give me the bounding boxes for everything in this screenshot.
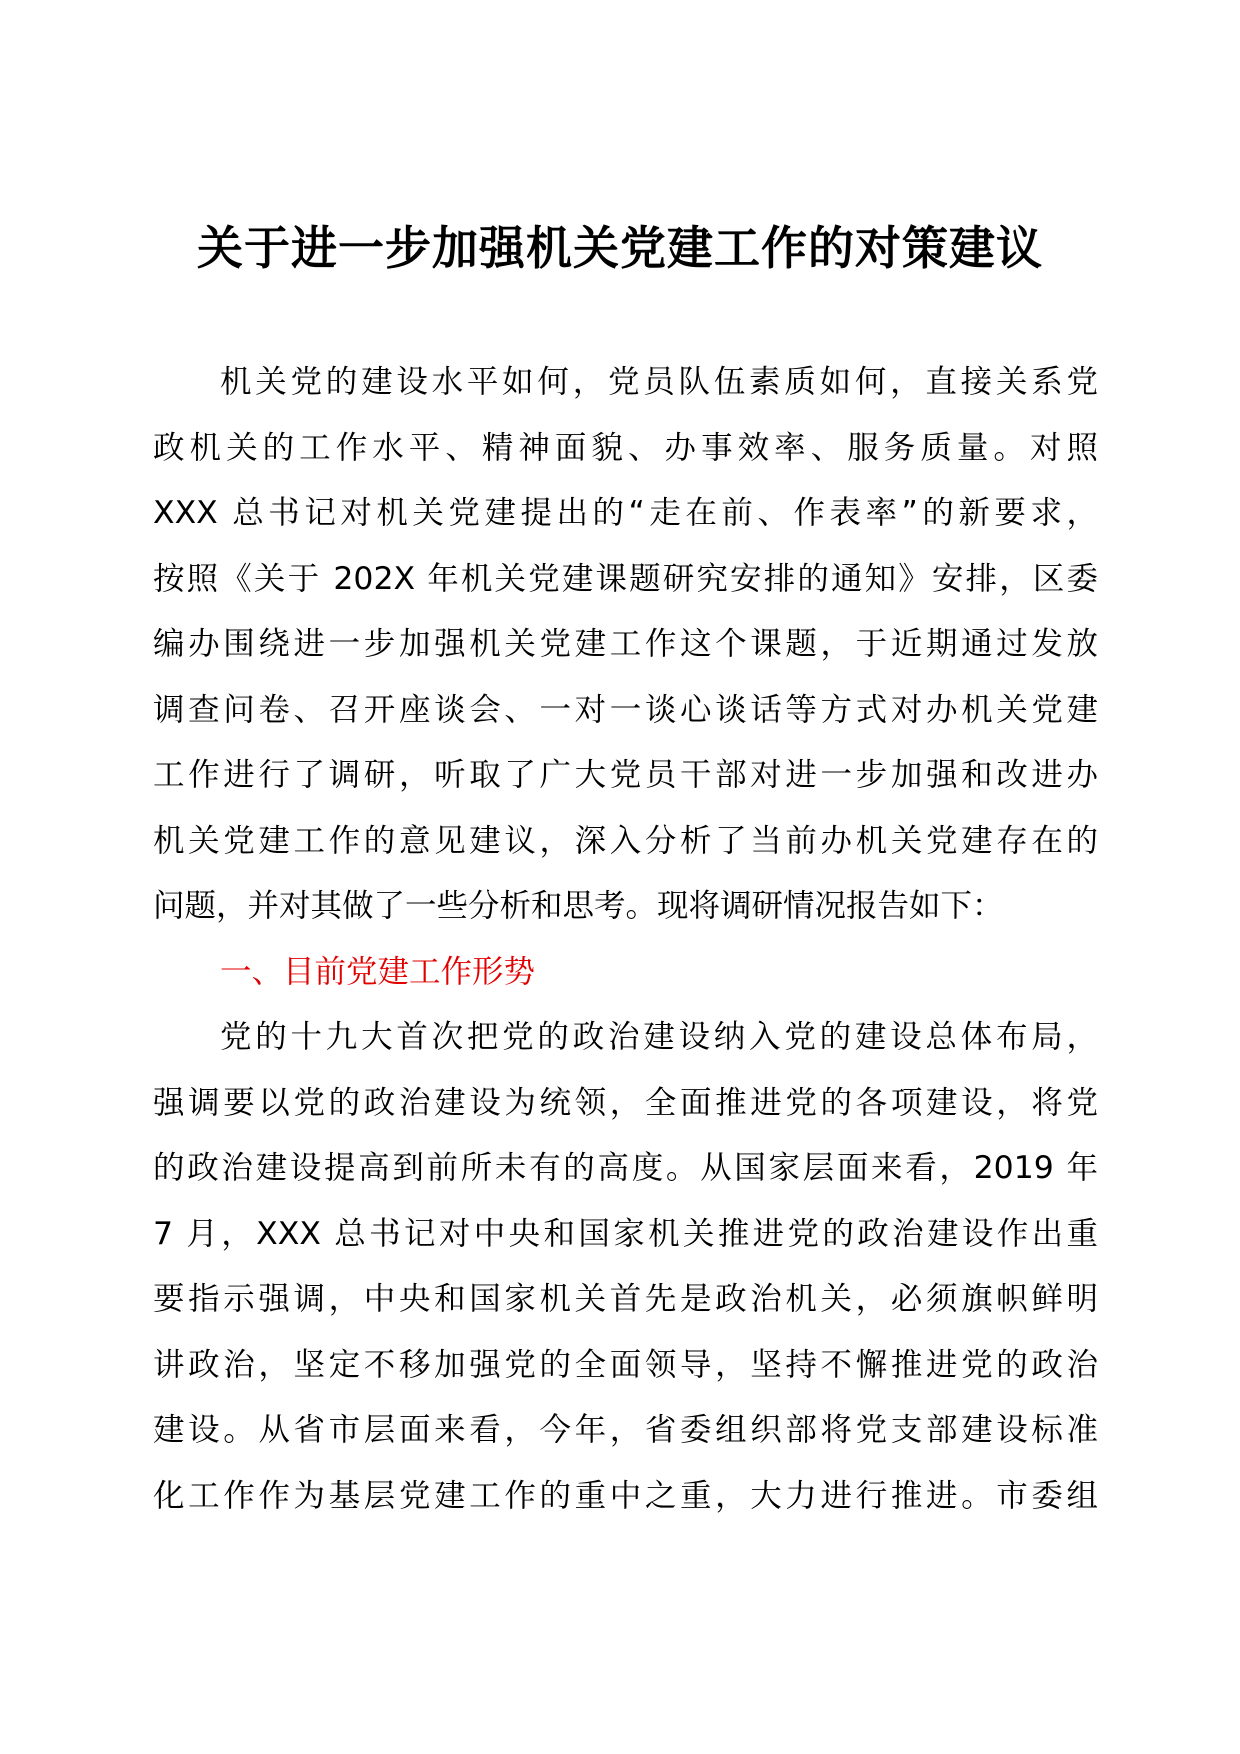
paragraph-1-line-4: 按照《关于 202X 年机关党建课题研究安排的通知》安排，区委: [153, 560, 1098, 597]
paragraph-1-line-2: 政机关的工作水平、精神面貌、办事效率、服务质量。对照: [153, 429, 1098, 466]
paragraph-1-line-6: 调查问卷、召开座谈会、一对一谈心谈话等方式对办机关党建: [153, 691, 1098, 728]
paragraph-2-line-5: 要指示强调，中央和国家机关首先是政治机关，必须旗帜鲜明: [153, 1281, 1098, 1317]
paragraph-1-line-3: XXX 总书记对机关党建提出的“走在前、作表率”的新要求，: [153, 495, 1098, 531]
paragraph-2-line-3: 的政治建设提高到前所未有的高度。从国家层面来看，2019 年: [153, 1150, 1098, 1186]
paragraph-1-line-5: 编办围绕进一步加强机关党建工作这个课题，于近期通过发放: [153, 626, 1098, 662]
paragraph-2-line-8: 化工作作为基层党建工作的重中之重，大力进行推进。市委组: [153, 1477, 1098, 1514]
paragraph-2-line-7: 建设。从省市层面来看，今年，省委组织部将党支部建设标准: [153, 1412, 1098, 1448]
paragraph-2-line-4: 7 月，XXX 总书记对中央和国家机关推进党的政治建设作出重: [153, 1215, 1098, 1252]
paragraph-1-line-8: 机关党建工作的意见建议，深入分析了当前办机关党建存在的: [153, 822, 1098, 859]
paragraph-2-line-2: 强调要以党的政治建设为统领，全面推进党的各项建设，将党: [153, 1084, 1098, 1121]
paragraph-2-line-1: 党的十九大首次把党的政治建设纳入党的建设总体布局，: [220, 1019, 1098, 1055]
section-heading-1: 一、目前党建工作形势: [220, 953, 536, 990]
paragraph-2-line-6: 讲政治，坚定不移加强党的全面领导，坚持不懈推进党的政治: [153, 1346, 1098, 1383]
paragraph-1-line-1: 机关党的建设水平如何，党员队伍素质如何，直接关系党: [220, 364, 1098, 400]
document-body: [153, 350, 1098, 1529]
paragraph-1-line-7: 工作进行了调研，听取了广大党员干部对进一步加强和改进办: [153, 757, 1098, 793]
document-title: 关于进一步加强机关党建工作的对策建议: [197, 221, 1043, 275]
paragraph-1-line-9: 问题，并对其做了一些分析和思考。现将调研情况报告如下：: [153, 888, 1004, 924]
